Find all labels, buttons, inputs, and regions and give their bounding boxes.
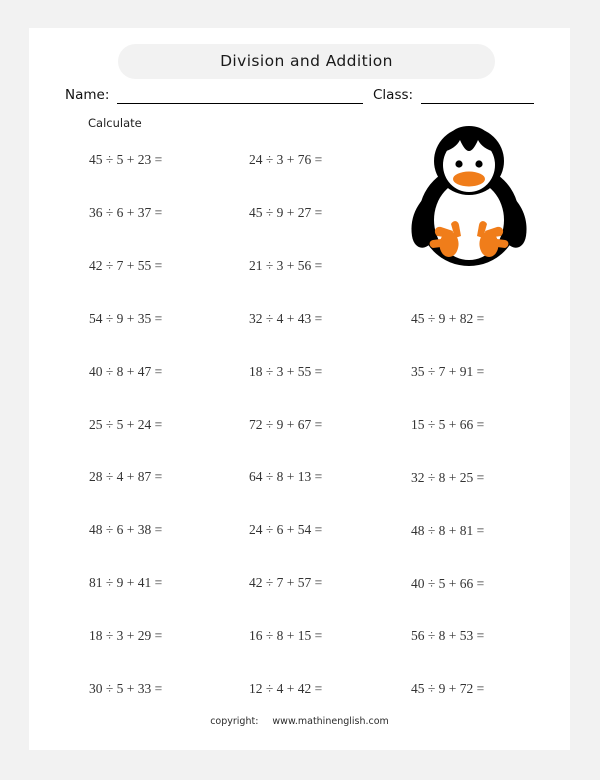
problem-item[interactable]: 18 ÷ 3 + 29 = — [89, 628, 163, 644]
problem-item[interactable]: 15 ÷ 5 + 66 = — [411, 416, 485, 432]
problem-item[interactable]: 40 ÷ 8 + 47 = — [89, 363, 163, 379]
problem-item[interactable]: 18 ÷ 3 + 55 = — [249, 363, 323, 379]
worksheet-page — [29, 28, 570, 750]
problem-item[interactable]: 81 ÷ 9 + 41 = — [89, 575, 163, 591]
problem-item[interactable]: 42 ÷ 7 + 55 = — [89, 257, 163, 273]
problem-item[interactable]: 45 ÷ 5 + 23 = — [89, 152, 163, 167]
problem-item[interactable]: 48 ÷ 6 + 38 = — [89, 522, 163, 538]
problem-item[interactable]: 16 ÷ 8 + 15 = — [249, 628, 323, 644]
problem-item[interactable]: 48 ÷ 8 + 81 = — [411, 522, 485, 538]
problem-item[interactable]: 30 ÷ 5 + 33 = — [89, 681, 163, 696]
problem-grid — [29, 28, 570, 750]
problem-item[interactable]: 40 ÷ 5 + 66 = — [411, 575, 485, 591]
problem-item[interactable]: 24 ÷ 6 + 54 = — [249, 522, 323, 538]
problem-item[interactable]: 35 ÷ 7 + 91 = — [411, 363, 485, 379]
problem-item[interactable]: 28 ÷ 4 + 87 = — [89, 469, 163, 485]
problem-item[interactable]: 24 ÷ 3 + 76 = — [249, 152, 323, 167]
problem-item[interactable]: 32 ÷ 8 + 25 = — [411, 469, 485, 485]
problem-item[interactable]: 45 ÷ 9 + 72 = — [411, 681, 485, 697]
problem-item[interactable]: 45 ÷ 9 + 27 = — [249, 204, 323, 220]
footer-credit — [29, 716, 570, 727]
footer-site-label: www.mathinenglish.com — [272, 716, 389, 727]
problem-item[interactable]: 21 ÷ 3 + 56 = — [249, 257, 323, 273]
problem-item[interactable]: 54 ÷ 9 + 35 = — [89, 310, 163, 326]
problem-item[interactable]: 64 ÷ 8 + 13 = — [249, 469, 323, 485]
name-label: Name: — [65, 87, 110, 103]
class-label: Class: — [373, 87, 414, 103]
problem-item[interactable]: 12 ÷ 4 + 42 = — [249, 681, 323, 696]
footer-copyright-label: copyright: — [210, 716, 259, 727]
problem-item[interactable]: 42 ÷ 7 + 57 = — [249, 575, 323, 591]
problem-item[interactable]: 32 ÷ 4 + 43 = — [249, 310, 323, 326]
problem-item[interactable]: 56 ÷ 8 + 53 = — [411, 628, 485, 644]
instruction-label: Calculate — [88, 116, 142, 130]
problem-item[interactable]: 72 ÷ 9 + 67 = — [249, 416, 323, 432]
page-title: Division and Addition — [220, 52, 393, 70]
problem-item[interactable]: 25 ÷ 5 + 24 = — [89, 416, 163, 432]
problem-item[interactable]: 45 ÷ 9 + 82 = — [411, 311, 485, 326]
problem-item[interactable]: 36 ÷ 6 + 37 = — [89, 204, 163, 220]
